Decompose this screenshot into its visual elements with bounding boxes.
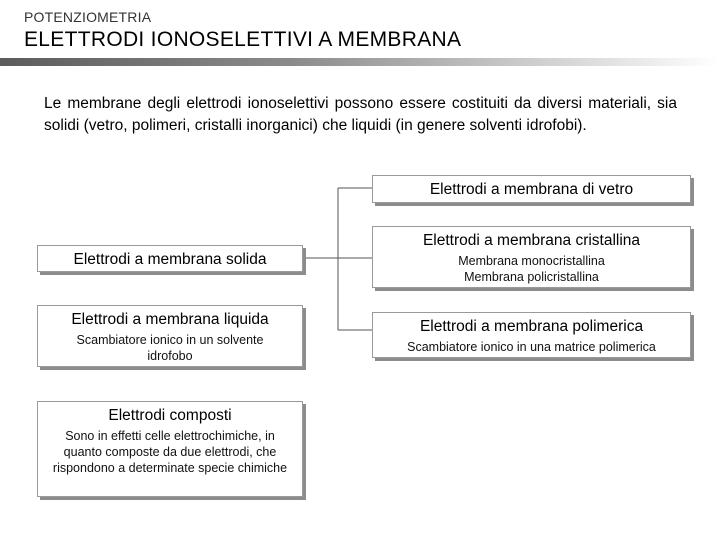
box-subtitle: Scambiatore ionico in un solvente idrofobo	[76, 333, 264, 363]
box-elettrodi-composti	[37, 401, 303, 497]
box-membrana-cristallina	[372, 226, 691, 288]
section-kicker: POTENZIOMETRIA	[24, 9, 152, 25]
box-membrana-vetro	[372, 175, 691, 203]
box-title: Elettrodi a membrana di vetro	[429, 181, 634, 198]
box-subtitle: Sono in effetti celle elettrochimiche, in quanto composte da due elettrodi, che rispondono a determinate specie chimiche	[52, 429, 288, 475]
box-title: Elettrodi a membrana polimerica	[419, 318, 644, 335]
intro-paragraph: Le membrane degli elettrodi ionoselettivi possono essere costituiti da diversi materiali, sia solidi (vetro, polimeri, cristalli inorganici) che liquidi (in genere solventi idrofobi).	[44, 95, 677, 134]
box-membrana-liquida	[37, 305, 303, 367]
box-subtitle-line2: Membrana policristallina	[464, 270, 599, 284]
box-subtitle: Scambiatore ionico in una matrice polimerica	[407, 340, 656, 354]
box-title: Elettrodi a membrana liquida	[71, 311, 269, 328]
box-subtitle-line1: Membrana monocristallina	[458, 254, 605, 268]
box-title: Elettrodi a membrana solida	[73, 251, 267, 268]
box-membrana-solida	[37, 245, 303, 272]
box-membrana-polimerica	[372, 312, 691, 358]
box-title: Elettrodi composti	[108, 407, 232, 424]
page-title: ELETTRODI IONOSELETTIVI A MEMBRANA	[24, 28, 462, 51]
box-title: Elettrodi a membrana cristallina	[422, 232, 641, 249]
